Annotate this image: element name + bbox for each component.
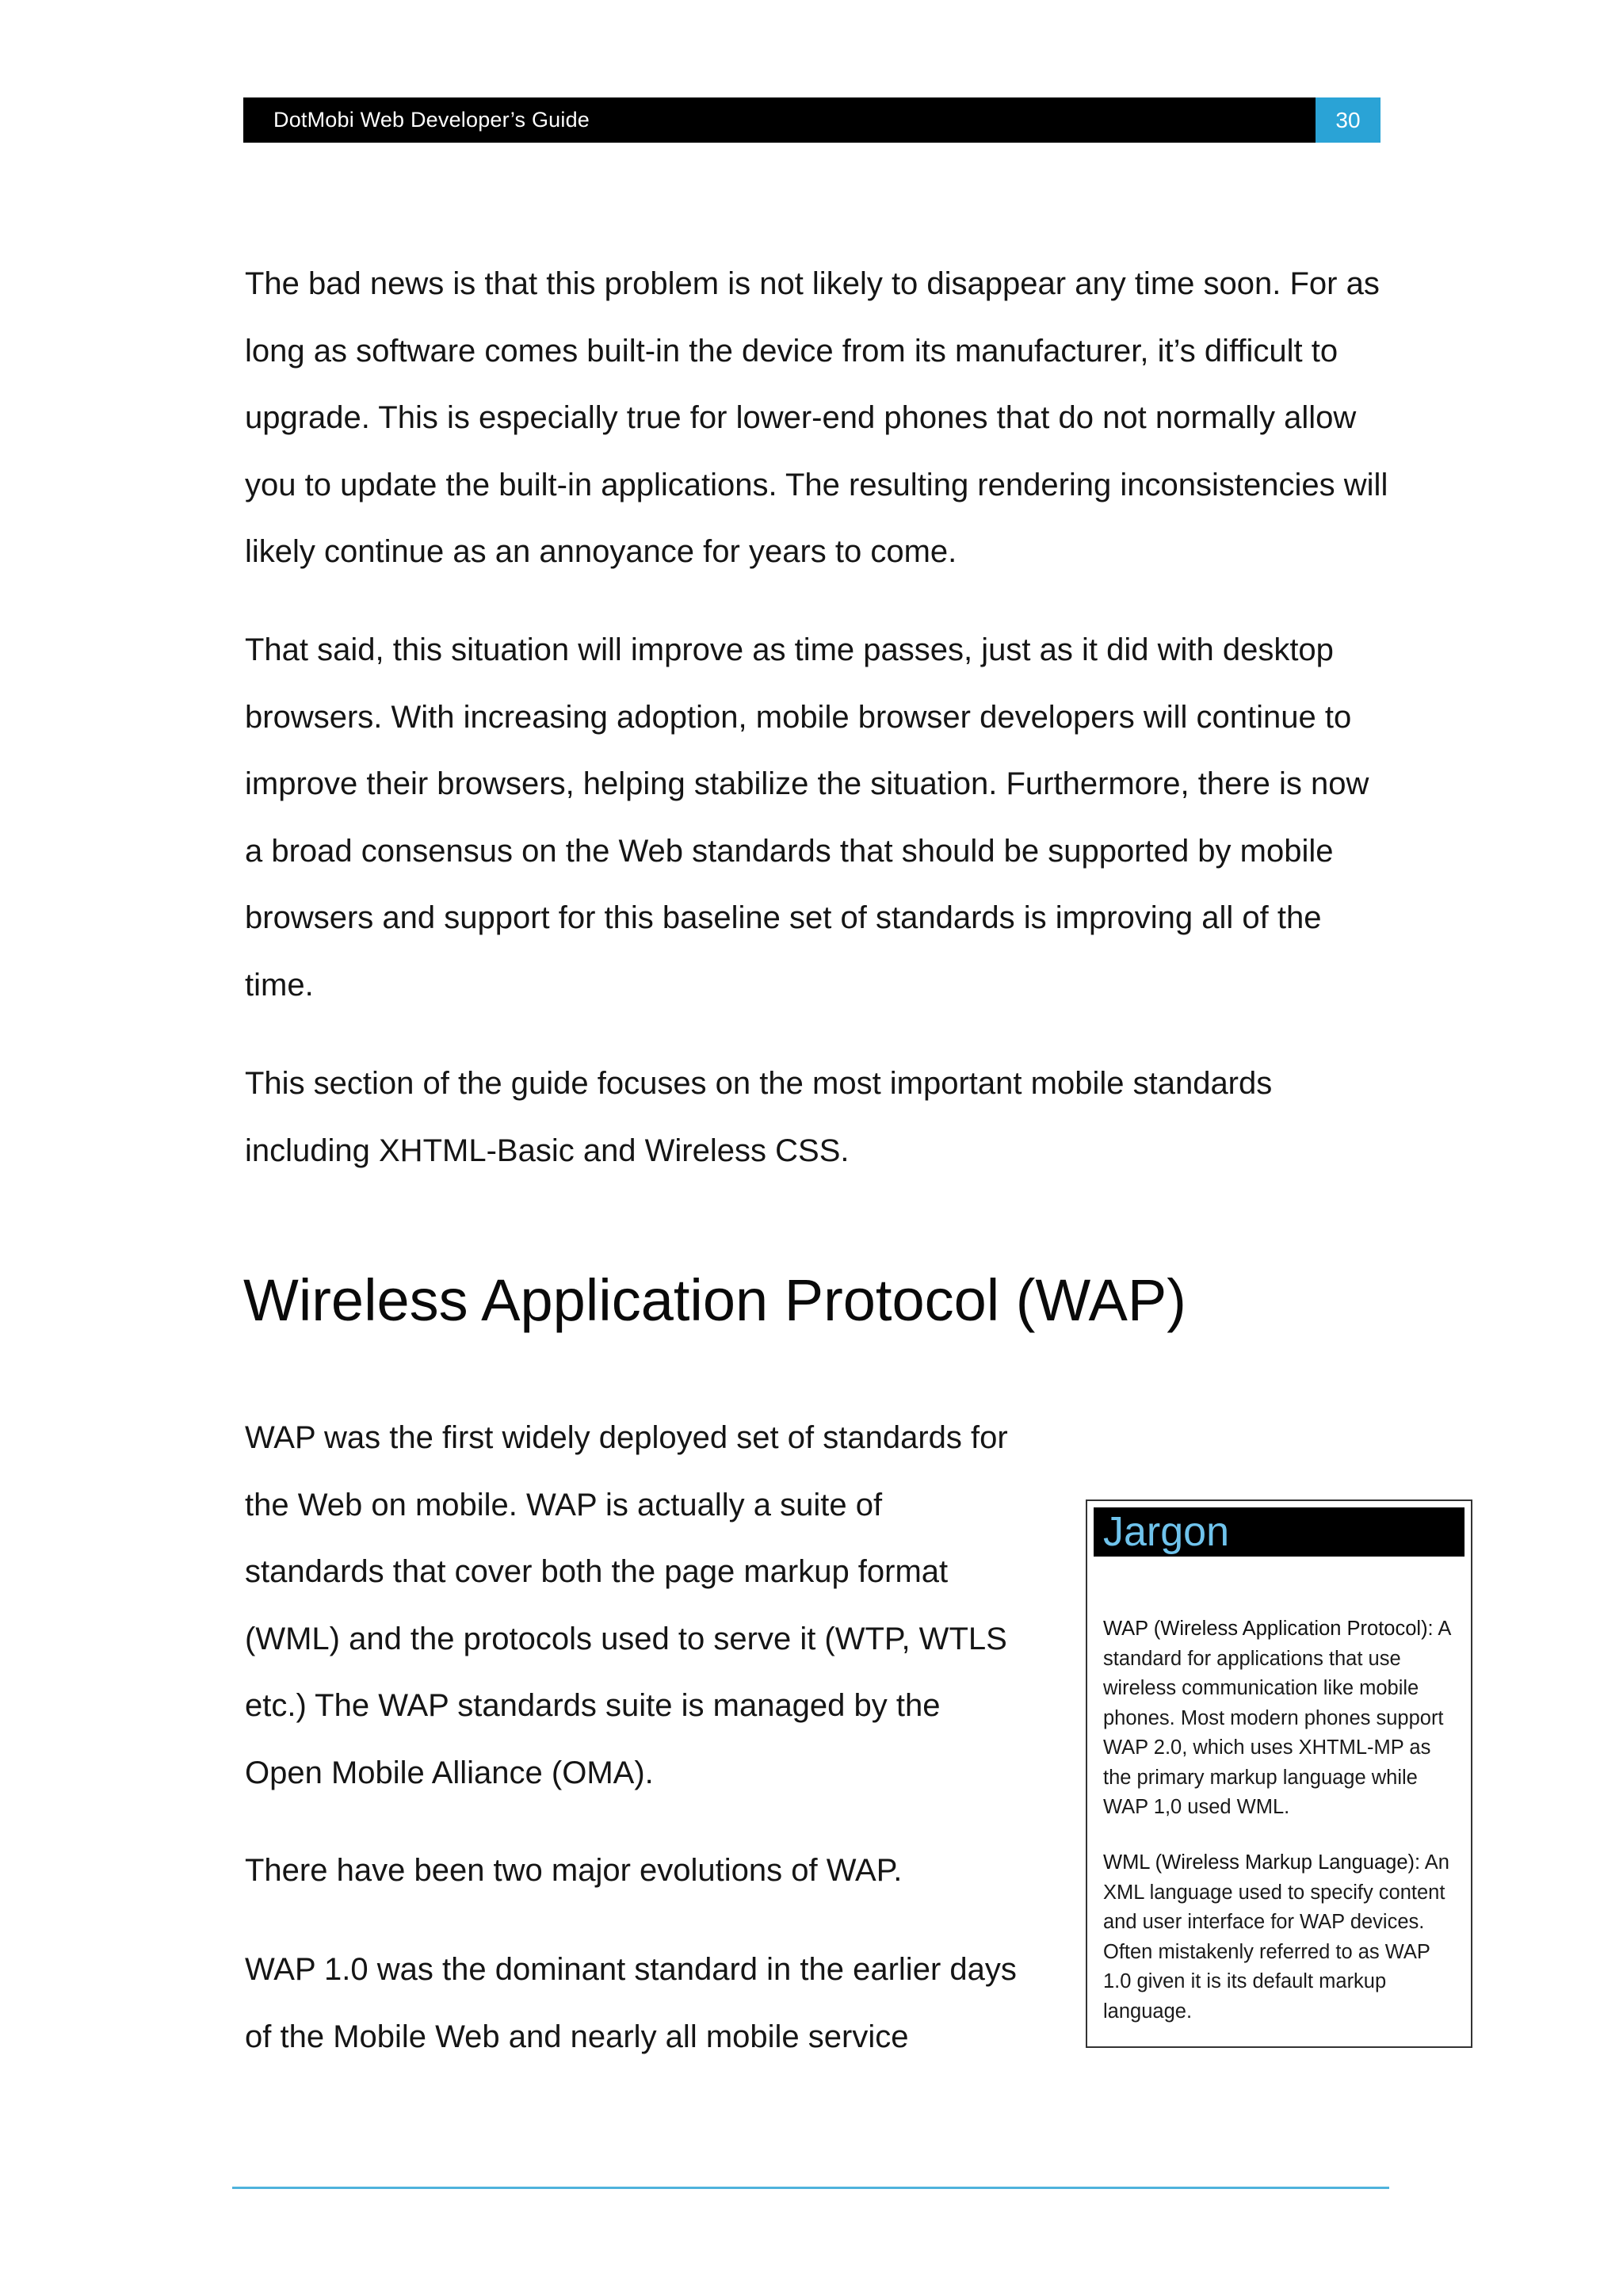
paragraph-situation-improve: That said, this situation will improve as time passes, just as it did with desktop browsers. With increasing adoption, mobile browser developers will continue to improve their browsers, helping stabilize the situation. Furthermore, there is now a broad consensus on the Web standards that should be supported by mobile browsers and support for this baseline set of standards is improving all of the time. [245, 632, 1369, 1003]
jargon-sidebar [1086, 1499, 1472, 2048]
jargon-header [1094, 1507, 1465, 1557]
jargon-definition: An XML language used to specify content and user interface for WAP devices. Often mistakenly referred to as WAP 1.0 given it is its default markup language. [1103, 1851, 1449, 2023]
jargon-entry-wap [1103, 1614, 1460, 1823]
section-heading: Wireless Application Protocol (WAP) [243, 1267, 1186, 1333]
jargon-term: WAP (Wireless Application Protocol): [1103, 1618, 1434, 1640]
jargon-definition: A standard for applications that use wireless communication like mobile phones. Most modern phones support WAP 2.0, which uses XHTML-MP as the primary markup language while WAP 1,0 used WML. [1103, 1618, 1450, 1818]
page-number: 30 [1316, 97, 1381, 143]
paragraph-wap-1-0: WAP 1.0 was the dominant standard in the earlier days of the Mobile Web and nearly all mobile service [245, 1952, 1017, 2054]
jargon-title: Jargon [1103, 1509, 1229, 1555]
paragraph-wap-intro: WAP was the first widely deployed set of standards for the Web on mobile. WAP is actually a suite of standards that cover both the page markup format (WML) and the protocols used to serve it (WTP, WTLS etc.) The WAP standards suite is managed by the Open Mobile Alliance (OMA). [245, 1420, 1008, 1790]
running-header [243, 97, 1381, 143]
header-title: DotMobi Web Developer’s Guide [273, 108, 590, 132]
paragraph-wap-evolutions: There have been two major evolutions of WAP. [245, 1853, 903, 1888]
paragraph-section-focus: This section of the guide focuses on the most important mobile standards including XHTML-Basic and Wireless CSS. [245, 1066, 1273, 1168]
paragraph-bad-news: The bad news is that this problem is not likely to disappear any time soon. For as long as software comes built-in the device from its manufacturer, it’s difficult to upgrade. This is especially true for lower-end phones that do not normally allow you to update the built-in applications. The resulting rendering inconsistencies will likely continue as an annoyance for years to come. [245, 266, 1388, 569]
jargon-term: WML (Wireless Markup Language): [1103, 1851, 1421, 1874]
footer-divider [232, 2187, 1389, 2189]
jargon-entry-wml [1103, 1848, 1460, 2027]
